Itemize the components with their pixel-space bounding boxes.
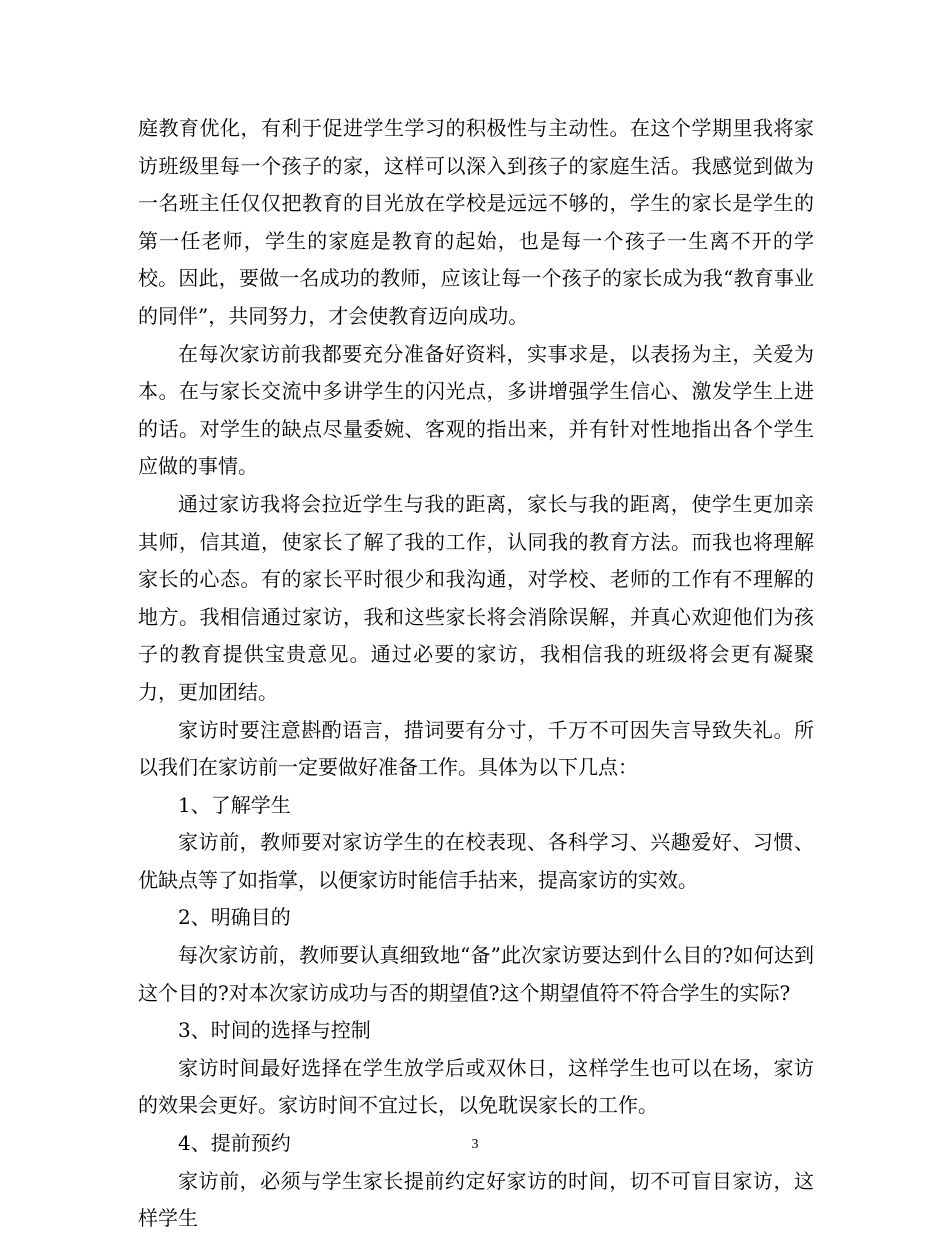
- paragraph-clear-purpose: 每次家访前，教师要认真细致地“备”此次家访要达到什么目的?如何达到这个目的?对本次家访成功与否的期望值?这个期望值符不符合学生的实际?: [138, 943, 814, 1005]
- heading-time-control: 3、时间的选择与控制: [178, 1018, 371, 1043]
- paragraph-distance: 通过家访我将会拉近学生与我的距离，家长与我的距离，使学生更加亲其师，信其道，使家长了解了我的工作，认同我的教育方法。而我也将理解家长的心态。有的家长平时很少和我沟通，对学校、老师的工作有不理解的地方。我相信通过家访，我和这些家长将会消除误解，并真心欢迎他们为孩子的教育提供宝贵意见。通过必要的家访，我相信我的班级将会更有凝聚力，更加团结。: [138, 491, 814, 704]
- page-number: 3: [471, 1137, 479, 1152]
- heading-appointment: 4、提前预约: [178, 1131, 291, 1156]
- paragraph-preparation: 在每次家访前我都要充分准备好资料，实事求是，以表扬为主，关爱为本。在与家长交流中多讲学生的闪光点，多讲增强学生信心、激发学生上进的话。对学生的缺点尽量委婉、客观的指出来，并有针对性地指出各个学生应做的事情。: [138, 341, 814, 479]
- paragraph-continuation: 庭教育优化，有利于促进学生学习的积极性与主动性。在这个学期里我将家访班级里每一个孩子的家，这样可以深入到孩子的家庭生活。我感觉到做为一名班主任仅仅把教育的目光放在学校是远远不够的，学生的家长是学生的第一任老师，学生的家庭是教育的起始，也是每一个孩子一生离不开的学校。因此，要做一名成功的教师，应该让每一个孩子的家长成为我“教育事业的同伴”，共同努力，才会使教育迈向成功。: [138, 116, 814, 328]
- paragraph-time-control: 家访时间最好选择在学生放学后或双休日，这样学生也可以在场，家访的效果会更好。家访时间不宜过长，以免耽误家长的工作。: [138, 1055, 814, 1118]
- paragraph-understand-students: 家访前，教师要对家访学生的在校表现、各科学习、兴趣爱好、习惯、优缺点等了如指掌，以便家访时能信手拈来，提高家访的实效。: [138, 830, 814, 892]
- paragraph-language: 家访时要注意斟酌语言，措词要有分寸，千万不可因失言导致失礼。所以我们在家访前一定要做好准备工作。具体为以下几点：: [138, 717, 814, 780]
- paragraph-appointment: 家访前，必须与学生家长提前约定好家访的时间，切不可盲目家访，这样学生: [138, 1168, 814, 1231]
- heading-clear-purpose: 2、明确目的: [178, 905, 291, 930]
- heading-understand-students: 1、了解学生: [178, 792, 291, 817]
- page-body: [138, 110, 814, 1238]
